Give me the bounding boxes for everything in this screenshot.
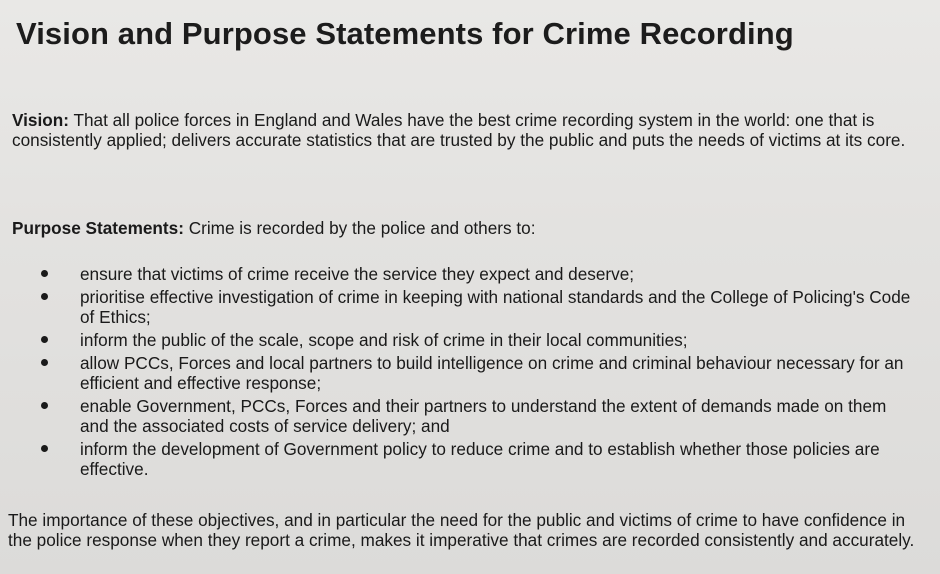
bullet-text: ensure that victims of crime receive the service they expect and deserve; bbox=[80, 264, 635, 284]
bullet-item bbox=[0, 330, 915, 350]
vision-label: Vision: bbox=[12, 110, 69, 130]
bullet-item bbox=[0, 353, 915, 393]
bullet-text: prioritise effective investigation of crime in keeping with national standards and the College of Policing's Code of Ethics; bbox=[80, 287, 911, 327]
purpose-label: Purpose Statements: bbox=[12, 218, 184, 238]
bullet-dot-icon bbox=[41, 270, 48, 277]
bullet-text: allow PCCs, Forces and local partners to build intelligence on crime and criminal behaviour necessary for an efficient and effective response; bbox=[80, 353, 904, 393]
bullet-text: inform the development of Government policy to reduce crime and to establish whether those policies are effective. bbox=[80, 439, 880, 479]
bullet-text: enable Government, PCCs, Forces and their partners to understand the extent of demands made on them and the associated costs of service delivery; and bbox=[80, 396, 887, 436]
purpose-bullet-list bbox=[0, 264, 940, 482]
bullet-item bbox=[0, 287, 915, 327]
bullet-dot-icon bbox=[41, 402, 48, 409]
bullet-item bbox=[0, 439, 915, 479]
purpose-paragraph bbox=[12, 218, 917, 238]
vision-paragraph bbox=[12, 110, 917, 150]
bullet-dot-icon bbox=[41, 293, 48, 300]
purpose-text: Crime is recorded by the police and others to: bbox=[183, 218, 536, 238]
vision-text: That all police forces in England and Wales have the best crime recording system in the world: one that is consistently applied; delivers accurate statistics that are trusted by the public and puts the needs of victims at its core. bbox=[12, 110, 906, 150]
bullet-dot-icon bbox=[41, 336, 48, 343]
bullet-item bbox=[0, 396, 915, 436]
bullet-dot-icon bbox=[41, 445, 48, 452]
document-title: Vision and Purpose Statements for Crime Recording bbox=[16, 16, 794, 51]
bullet-dot-icon bbox=[41, 359, 48, 366]
bullet-text: inform the public of the scale, scope and risk of crime in their local communities; bbox=[80, 330, 688, 350]
closing-paragraph: The importance of these objectives, and in particular the need for the public and victims of crime to have confidence in the police response when they report a crime, makes it imperative that crimes are recorded consistently and accurately. bbox=[8, 510, 915, 550]
bullet-item bbox=[0, 264, 915, 284]
